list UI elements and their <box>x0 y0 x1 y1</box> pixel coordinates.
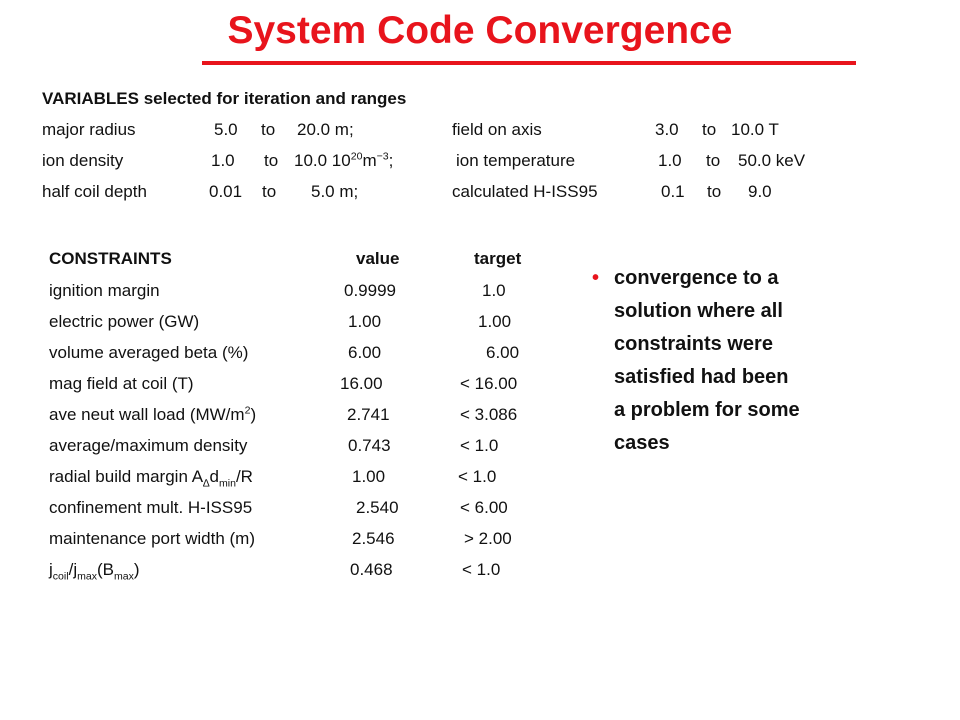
constraint-value: 2.741 <box>347 405 390 424</box>
variable-to: to <box>262 182 277 201</box>
variable-label: ion density <box>42 151 124 170</box>
variable-to: to <box>264 151 279 170</box>
bullet-line: solution where all <box>614 300 783 322</box>
constraint-value: 0.9999 <box>344 281 396 300</box>
constraint-target: > 2.00 <box>464 529 512 548</box>
constraint-value: 16.00 <box>340 374 383 393</box>
constraint-target: < 1.0 <box>460 436 499 455</box>
constraint-name: electric power (GW) <box>49 312 200 331</box>
constraint-name: maintenance port width (m) <box>49 529 255 548</box>
constraint-target: < 1.0 <box>458 467 497 486</box>
bullet-text <box>614 262 894 460</box>
constraint-name: volume averaged beta (%) <box>49 343 249 362</box>
constraint-value: 2.546 <box>352 529 395 548</box>
bullet-line: a problem for some <box>614 399 800 421</box>
value-column-header: value <box>356 249 400 268</box>
variable-to: to <box>706 151 721 170</box>
variable-upper: 9.0 <box>748 182 772 201</box>
variable-label: calculated H-ISS95 <box>452 182 598 201</box>
variable-upper: 10.0 $10^{20}m^{-3}$; <box>294 150 394 170</box>
constraint-value: 2.540 <box>356 498 399 517</box>
target-column-header: target <box>474 249 522 268</box>
constraint-target: < 1.0 <box>462 560 501 579</box>
constraint-target: < 6.00 <box>460 498 508 517</box>
constraint-target: < 3.086 <box>460 405 518 424</box>
variable-to: to <box>702 120 717 139</box>
constraint-name: $j_{coil}/j_{max}(B_{max})$ <box>49 560 140 583</box>
variable-label: field on axis <box>452 120 542 139</box>
variable-lower: 5.0 <box>214 120 238 139</box>
constraint-target: 1.0 <box>482 281 506 300</box>
constraint-value: 1.00 <box>352 467 386 486</box>
constraint-name: confinement mult. H-ISS95 <box>49 498 253 517</box>
variable-lower: 0.01 <box>209 182 243 201</box>
variable-lower: 1.0 <box>211 151 235 170</box>
variable-label: half coil depth <box>42 182 147 201</box>
constraint-target: 6.00 <box>486 343 520 362</box>
variables-heading-text: VARIABLES selected for iteration and ranges <box>42 89 407 108</box>
constraint-name: ignition margin <box>49 281 160 300</box>
variable-lower: 0.1 <box>661 182 685 201</box>
variable-label: major radius <box>42 120 136 139</box>
constraint-target: 1.00 <box>478 312 512 331</box>
variable-to: to <box>261 120 276 139</box>
bullet-line: constraints were <box>614 333 773 355</box>
constraint-value: 6.00 <box>348 343 382 362</box>
constraint-name: ave neut wall load $(MW/m^2)$ <box>49 404 257 424</box>
variable-lower: 3.0 <box>655 120 679 139</box>
bullet-icon: • <box>592 267 600 289</box>
constraint-value: 0.468 <box>350 560 393 579</box>
bullet-line: cases <box>614 432 670 454</box>
variable-upper: 5.0 m; <box>311 182 359 201</box>
variable-upper: 10.0 T <box>731 120 779 139</box>
page-title: System Code Convergence <box>227 9 733 52</box>
variable-label: ion temperature <box>456 151 576 170</box>
constraint-name: mag field at coil (T) <box>49 374 194 393</box>
variable-lower: 1.0 <box>658 151 682 170</box>
constraint-value: 1.00 <box>348 312 382 331</box>
bullet-line: satisfied had been <box>614 366 789 388</box>
constraints-heading: CONSTRAINTS <box>49 249 172 268</box>
variable-upper: 50.0 keV <box>738 151 806 170</box>
constraint-name: radial build margin $A_\Delta d_{min}/R$ <box>49 467 253 490</box>
title-underline <box>202 61 856 65</box>
variable-to: to <box>707 182 722 201</box>
constraint-value: 0.743 <box>348 436 391 455</box>
constraint-name: average/maximum density <box>49 436 248 455</box>
variable-upper: 20.0 m; <box>297 120 354 139</box>
constraint-target: < 16.00 <box>460 374 518 393</box>
bullet-line: convergence to a <box>614 267 779 289</box>
